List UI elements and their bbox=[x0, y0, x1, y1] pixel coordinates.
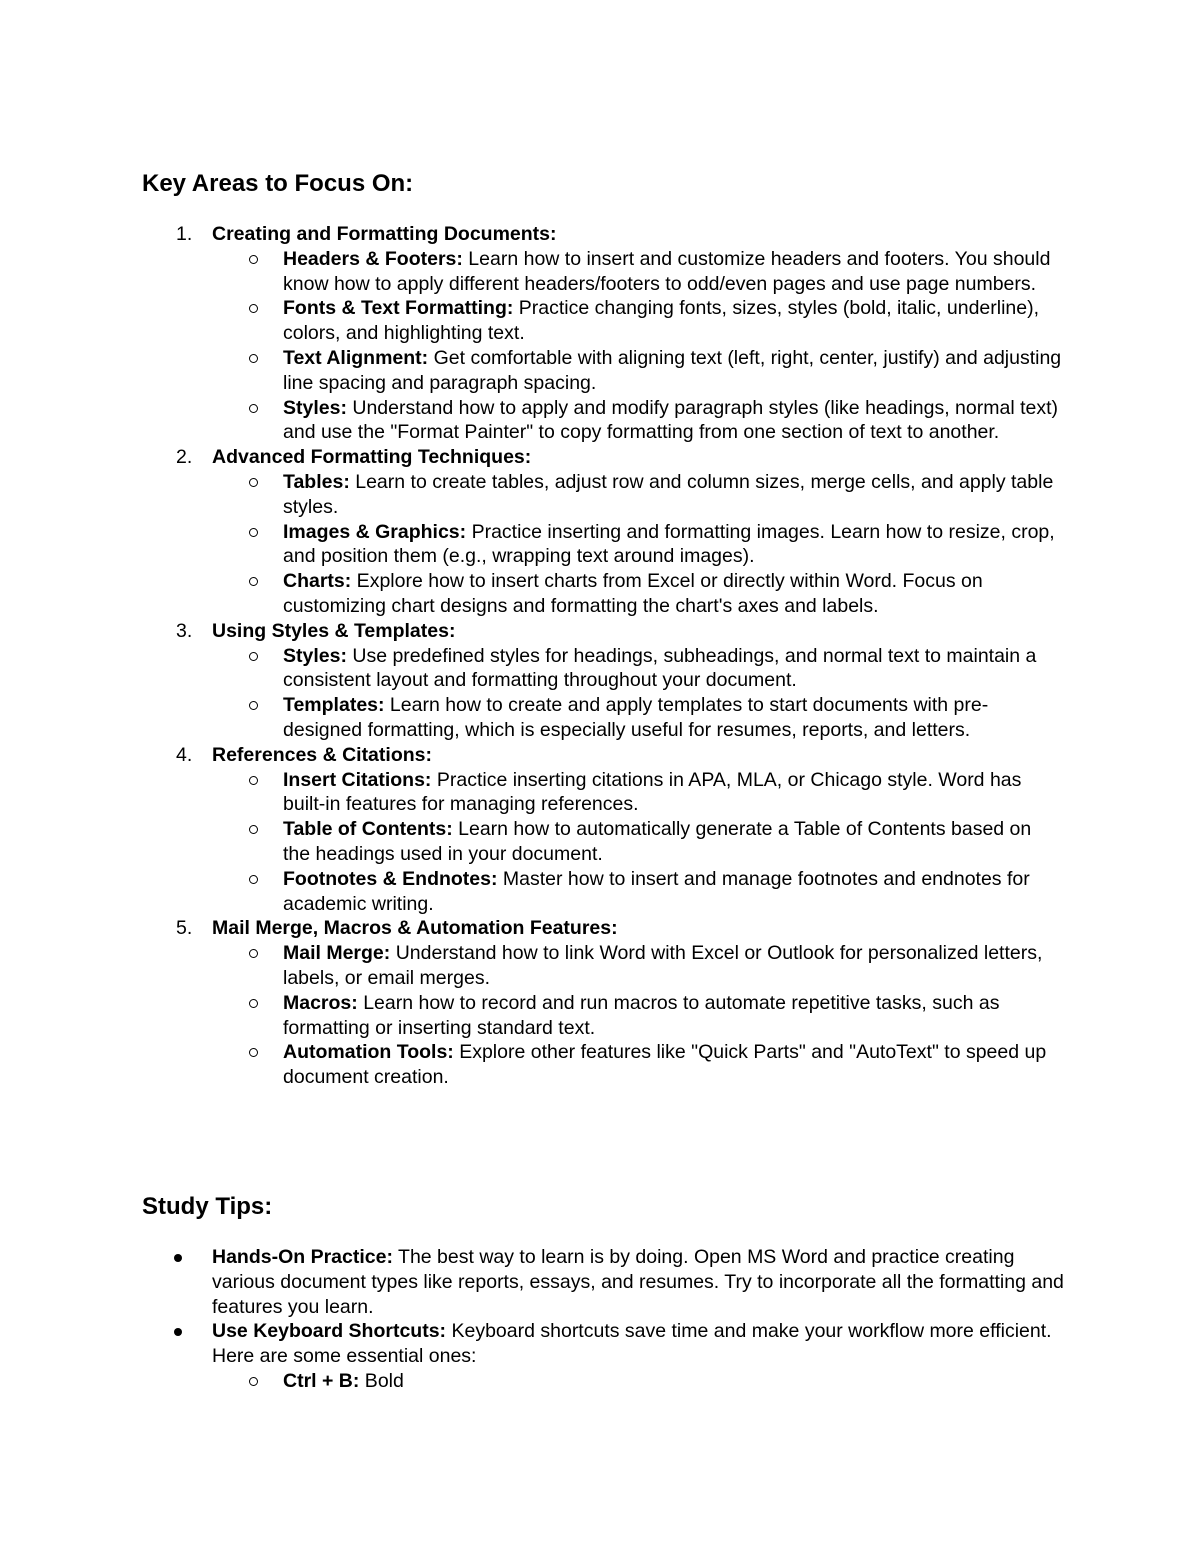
sub-item-label: Macros: bbox=[283, 991, 358, 1014]
key-area-item bbox=[0, 445, 1072, 619]
sub-item-label: Charts: bbox=[283, 570, 352, 593]
sub-item-text: Master how to insert and manage footnotes and endnotes for academic writing. bbox=[283, 867, 1030, 915]
sub-item bbox=[0, 991, 1063, 1041]
study-tips-list bbox=[0, 1245, 1072, 1394]
sub-item-label: Fonts & Text Formatting: bbox=[283, 297, 514, 320]
sub-item-text: Learn how to automatically generate a Table of Contents based on the headings used in your document. bbox=[283, 818, 1032, 865]
sub-item-label: Insert Citations: bbox=[283, 768, 432, 791]
study-tips-heading: Study Tips: bbox=[142, 1193, 273, 1220]
sub-item-text: Explore other features like "Quick Parts" and "AutoText" to speed up document creation. bbox=[283, 1041, 1047, 1089]
list-number: 5. bbox=[176, 917, 193, 940]
sub-item bbox=[0, 867, 1063, 917]
sub-item-label: Mail Merge: bbox=[283, 942, 391, 965]
hollow-bullet-icon bbox=[249, 652, 258, 661]
key-area-heading bbox=[0, 916, 1072, 941]
sub-item-text: Learn how to create and apply templates to start documents with pre-designed formatting, which is especially useful for resumes, reports, and letters. bbox=[283, 694, 989, 741]
sub-item bbox=[0, 817, 1063, 867]
hollow-bullet-icon bbox=[249, 478, 258, 487]
hollow-bullet-icon bbox=[249, 304, 258, 313]
sub-item-text: Explore how to insert charts from Excel or directly within Word. Focus on customizing chart designs and formatting the chart's axes and labels. bbox=[283, 570, 983, 617]
hollow-bullet-icon bbox=[249, 404, 258, 413]
key-area-heading bbox=[0, 445, 1072, 470]
shortcut-description: Bold bbox=[359, 1369, 404, 1392]
sub-item bbox=[0, 296, 1063, 346]
sub-list bbox=[0, 1369, 1072, 1394]
sub-item-label: Text Alignment: bbox=[283, 346, 429, 369]
sub-item bbox=[0, 470, 1063, 520]
sub-item bbox=[0, 941, 1063, 991]
key-area-item bbox=[0, 619, 1072, 743]
sub-item-label: Automation Tools: bbox=[283, 1041, 454, 1064]
hollow-bullet-icon bbox=[249, 949, 258, 958]
sub-item-label: Styles: bbox=[283, 396, 347, 419]
sub-item-label: Images & Graphics: bbox=[283, 520, 467, 543]
study-tip-body bbox=[0, 1245, 1072, 1319]
study-tip-text: The best way to learn is by doing. Open MS Word and practice creating various document types like reports, essays, and resumes. Try to incorporate all the formatting and features you learn. bbox=[212, 1246, 1064, 1318]
sub-item bbox=[0, 569, 1063, 619]
key-area-heading bbox=[0, 743, 1072, 768]
hollow-bullet-icon bbox=[249, 701, 258, 710]
list-number: 3. bbox=[176, 619, 193, 642]
study-tip-label: Use Keyboard Shortcuts: bbox=[212, 1320, 447, 1343]
solid-bullet-icon bbox=[174, 1328, 182, 1336]
sub-list bbox=[0, 768, 1072, 917]
sub-list bbox=[0, 247, 1072, 445]
key-area-heading bbox=[0, 222, 1072, 247]
sub-item-label: Headers & Footers: bbox=[283, 247, 463, 270]
key-areas-list bbox=[0, 222, 1072, 1090]
key-area-title: Using Styles & Templates: bbox=[212, 619, 456, 642]
key-area-item bbox=[0, 222, 1072, 445]
key-area-title: Mail Merge, Macros & Automation Features: bbox=[212, 917, 618, 940]
hollow-bullet-icon bbox=[249, 1048, 258, 1057]
list-number: 2. bbox=[176, 446, 193, 469]
key-areas-heading: Key Areas to Focus On: bbox=[142, 170, 414, 197]
hollow-bullet-icon bbox=[249, 255, 258, 264]
study-tip-body bbox=[0, 1319, 1072, 1369]
hollow-bullet-icon bbox=[249, 999, 258, 1008]
key-area-title: Advanced Formatting Techniques: bbox=[212, 446, 532, 469]
sub-item-text: Understand how to apply and modify paragraph styles (like headings, normal text) and use the "Format Painter" to copy formatting from one section of text to another. bbox=[283, 396, 1058, 444]
sub-item-label: Templates: bbox=[283, 694, 385, 717]
shortcut-item bbox=[0, 1369, 1063, 1394]
sub-item bbox=[0, 520, 1063, 570]
sub-item bbox=[0, 396, 1063, 446]
sub-item-label: Footnotes & Endnotes: bbox=[283, 867, 498, 890]
sub-item bbox=[0, 644, 1063, 694]
sub-item-label: Table of Contents: bbox=[283, 818, 453, 841]
key-area-title: References & Citations: bbox=[212, 743, 432, 766]
sub-item-text: Practice inserting and formatting images. Learn how to resize, crop, and position them (e.g., wrapping text around images). bbox=[283, 520, 1055, 568]
study-tip-label: Hands-On Practice: bbox=[212, 1246, 393, 1268]
hollow-bullet-icon bbox=[249, 1377, 258, 1386]
sub-item-text: Understand how to link Word with Excel or Outlook for personalized letters, labels, or email merges. bbox=[283, 942, 1043, 989]
sub-item-text: Use predefined styles for headings, subheadings, and normal text to maintain a consistent layout and formatting throughout your document. bbox=[283, 644, 1037, 692]
hollow-bullet-icon bbox=[249, 825, 258, 834]
sub-item bbox=[0, 346, 1063, 396]
sub-item bbox=[0, 247, 1063, 297]
study-tip-text: Keyboard shortcuts save time and make your workflow more efficient. Here are some essential ones: bbox=[212, 1320, 1052, 1368]
key-area-item bbox=[0, 916, 1072, 1090]
study-tip-item bbox=[0, 1245, 1072, 1319]
solid-bullet-icon bbox=[174, 1254, 182, 1262]
hollow-bullet-icon bbox=[249, 528, 258, 537]
key-area-title: Creating and Formatting Documents: bbox=[212, 223, 557, 245]
hollow-bullet-icon bbox=[249, 577, 258, 586]
hollow-bullet-icon bbox=[249, 354, 258, 363]
list-number: 4. bbox=[176, 743, 193, 766]
sub-item-text: Practice inserting citations in APA, MLA, or Chicago style. Word has built-in features for managing references. bbox=[283, 768, 1022, 816]
sub-item bbox=[0, 1040, 1063, 1090]
sub-item-label: Tables: bbox=[283, 470, 350, 493]
sub-item-text: Get comfortable with aligning text (left, right, center, justify) and adjusting line spacing and paragraph spacing. bbox=[283, 346, 1062, 394]
sub-item-text: Practice changing fonts, sizes, styles (bold, italic, underline), colors, and highlighting text. bbox=[283, 297, 1040, 345]
key-area-item bbox=[0, 743, 1072, 917]
sub-item-text: Learn how to insert and customize headers and footers. You should know how to apply different headers/footers to odd/even pages and use page numbers. bbox=[283, 247, 1051, 295]
hollow-bullet-icon bbox=[249, 776, 258, 785]
hollow-bullet-icon bbox=[249, 875, 258, 884]
study-tip-item bbox=[0, 1319, 1072, 1393]
shortcut-keys: Ctrl + B: bbox=[283, 1369, 360, 1392]
sub-item-text: Learn to create tables, adjust row and column sizes, merge cells, and apply table styles. bbox=[283, 470, 1054, 518]
sub-list bbox=[0, 941, 1072, 1090]
sub-list bbox=[0, 644, 1072, 743]
key-area-heading bbox=[0, 619, 1072, 644]
sub-item bbox=[0, 693, 1063, 743]
list-number: 1. bbox=[176, 223, 193, 245]
sub-item-text: Learn how to record and run macros to automate repetitive tasks, such as formatting or inserting standard text. bbox=[283, 991, 1000, 1039]
sub-item bbox=[0, 768, 1063, 818]
sub-item-label: Styles: bbox=[283, 644, 347, 667]
sub-list bbox=[0, 470, 1072, 619]
